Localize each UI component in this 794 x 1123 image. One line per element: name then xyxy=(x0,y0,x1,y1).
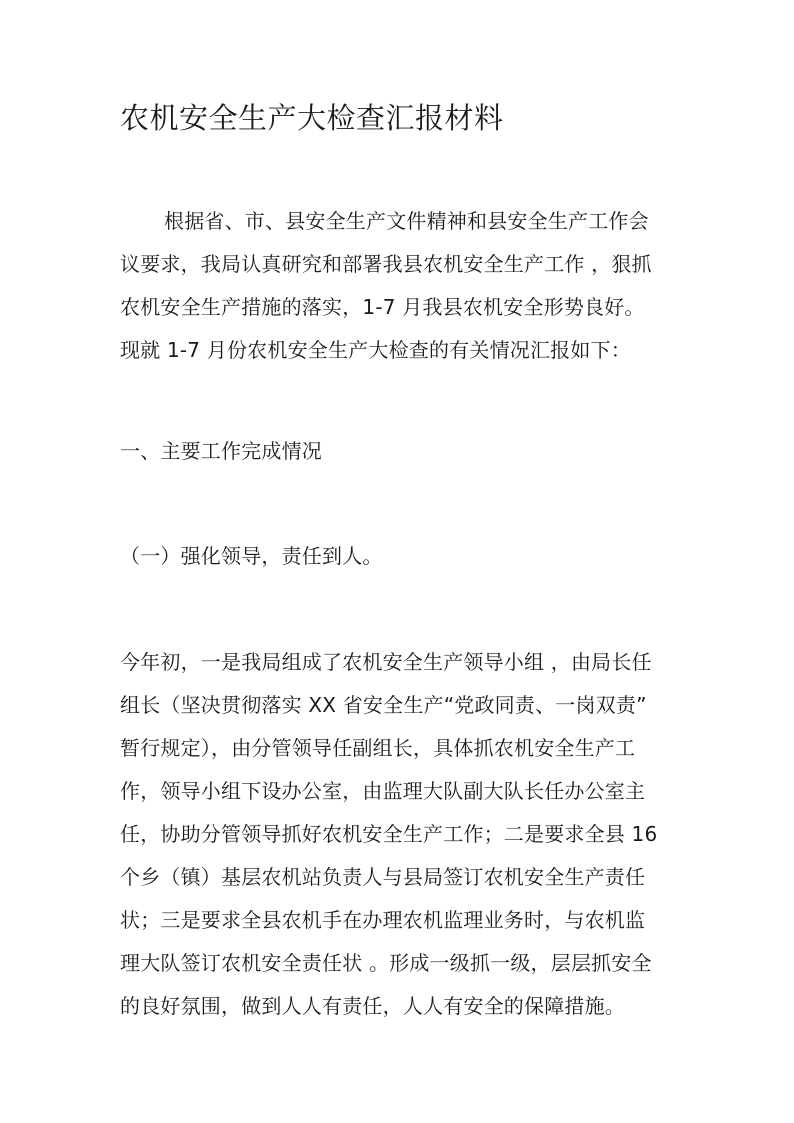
paragraph-line: 议要求，我局认真研究和部署我县农机安全生产工作 ，狠抓 xyxy=(120,252,652,276)
paragraph-line: 理大队签订农机安全责任状 。形成一级抓一级，层层抓安全 xyxy=(120,951,652,975)
document-title: 农机安全生产大检查汇报材料 xyxy=(120,101,504,135)
paragraph-line: 今年初，一是我局组成了农机安全生产领导小组 ，由局长任 xyxy=(120,650,652,674)
section-heading-text: 一、主要工作完成情况 xyxy=(120,439,322,463)
paragraph-line: 任，协助分管领导抓好农机安全生产工作；二是要求全县 16 xyxy=(120,822,658,846)
paragraph-line: 状；三是要求全县农机手在办理农机监理业务时，与农机监 xyxy=(120,908,646,932)
paragraph-line: 的良好氛围，做到人人有责任，人人有安全的保障措施。 xyxy=(120,994,625,1018)
paragraph-line: 作，领导小组下设办公室，由监理大队副大队长任办公室主 xyxy=(120,779,646,803)
paragraph-line: 现就 1-7 月份农机安全生产大检查的有关情况汇报如下： xyxy=(120,338,631,362)
paragraph-line: 根据省、市、县安全生产文件精神和县安全生产工作会 xyxy=(164,209,649,233)
paragraph-line: 暂行规定），由分管领导任副组长，具体抓农机安全生产工 xyxy=(120,736,636,760)
intro-paragraph xyxy=(120,200,680,372)
subsection-heading-text: （一）强化领导，责任到人。 xyxy=(120,544,383,568)
section-heading xyxy=(120,430,680,473)
body-paragraph xyxy=(120,641,680,1028)
subsection-heading xyxy=(120,535,680,578)
paragraph-line: 组长（坚决贯彻落实 XX 省安全生产“党政同责、一岗双责” xyxy=(120,693,647,717)
paragraph-line: 个乡（镇）基层农机站负责人与县局签订农机安全生产责任 xyxy=(120,865,646,889)
paragraph-line: 农机安全生产措施的落实，1-7 月我县农机安全形势良好。 xyxy=(120,295,645,319)
